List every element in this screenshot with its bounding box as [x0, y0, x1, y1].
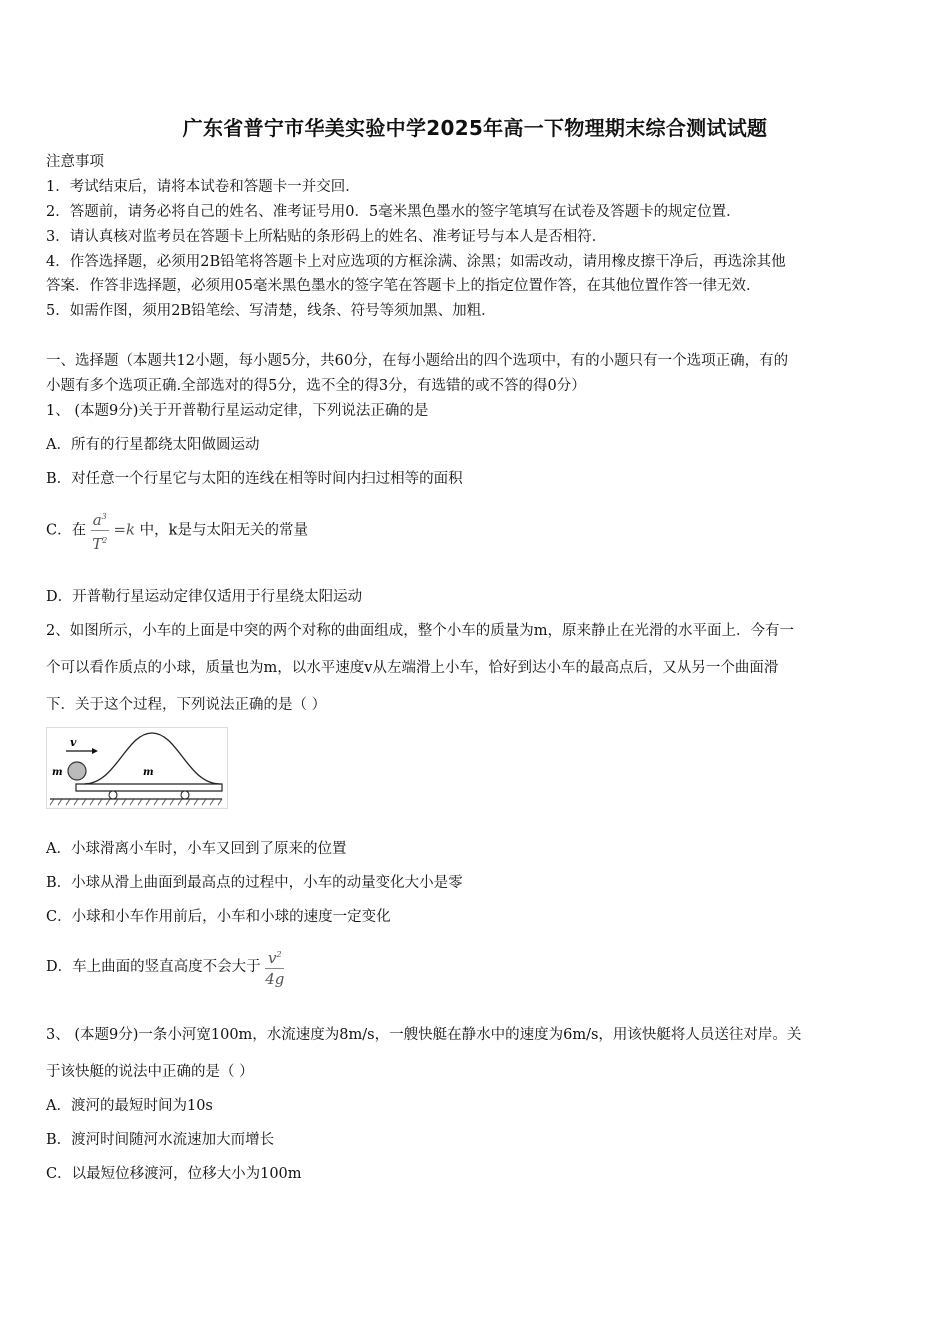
q2-option-a: A．小球滑离小车时，小车又回到了原来的位置: [46, 841, 347, 857]
cart-ball-figure: [46, 727, 228, 809]
notice-heading: 注意事项: [46, 154, 104, 170]
notice-item: 答案．作答非选择题，必须用05毫米黑色墨水的签字笔在答题卡上的指定位置作答，在其他位置作答一律无效．: [46, 278, 761, 294]
q2-option-c: C．小球和小车作用前后，小车和小球的速度一定变化: [46, 909, 391, 925]
cart-mass-label: m: [143, 767, 154, 778]
q2-option-b: B．小球从滑上曲面到最高点的过程中，小车的动量变化大小是零: [46, 875, 463, 891]
q3-stem-line1: 3、 (本题9分)一条小河宽100m，水流速度为8m/s，一艘快艇在静水中的速度为6m/s，用该快艇将人员送往对岸。关: [46, 1027, 802, 1043]
notice-item: 2．答题前，请务必将自己的姓名、准考证号用0．5毫米黑色墨水的签字笔填写在试卷及答题卡的规定位置．: [46, 204, 741, 220]
q3-option-a: A．渡河的最短时间为10s: [46, 1098, 213, 1114]
fraction-denominator: 4g: [265, 970, 285, 988]
velocity-arrowhead: [92, 748, 98, 754]
q1-option-b: B．对任意一个行星它与太阳的连线在相等时间内扫过相等的面积: [46, 471, 463, 487]
q1-option-c-prefix: C．在: [46, 522, 87, 539]
ball: [68, 762, 86, 780]
page-title: 广东省普宁市华美实验中学2025年高一下物理期末综合测试试题: [182, 116, 768, 140]
q1-option-c: [46, 508, 308, 553]
q3-option-b: B．渡河时间随河水流速加大而增长: [46, 1132, 275, 1148]
velocity-label: v: [70, 736, 77, 749]
cart-wheel: [109, 791, 117, 799]
height-fraction: $\frac{v^2}{4g}$: [265, 946, 284, 988]
fraction-denominator: T: [92, 535, 103, 553]
notice-item: 4．作答选择题，必须用2B铅笔将答题卡上对应选项的方框涂满、涂黑；如需改动，请用橡皮擦干净后，再选涂其他: [46, 254, 786, 270]
cart-body: [76, 784, 222, 791]
notice-item: 3．请认真核对监考员在答题卡上所粘贴的条形码上的姓名、准考证号与本人是否相符．: [46, 229, 607, 245]
notice-item: 1．考试结束后，请将本试卷和答题卡一并交回．: [46, 179, 360, 195]
section-heading: 一、选择题（本题共12小题，每小题5分，共60分，在每小题给出的四个选项中，有的小题只有一个选项正确，有的: [46, 353, 789, 369]
fraction-numerator: v: [268, 949, 277, 967]
q1-option-a: A．所有的行星都绕太阳做圆运动: [46, 437, 260, 453]
q2-option-d: [46, 946, 284, 988]
q3-stem-line2: 于该快艇的说法中正确的是（ ）: [46, 1064, 254, 1080]
ball-mass-label: m: [52, 767, 63, 778]
section-heading-cont: 小题有多个选项正确.全部选对的得5分，选不全的得3分，有选错的或不答的得0分）: [46, 378, 586, 394]
q2-stem-line3: 下．关于这个过程，下列说法正确的是（ ）: [46, 697, 327, 713]
q1-option-d: D．开普勒行星运动定律仅适用于行星绕太阳运动: [46, 589, 363, 605]
cart-wheel: [181, 791, 189, 799]
ground-hatching: [50, 799, 222, 805]
kepler-fraction: $\frac{a^3}{T^2}$: [91, 508, 109, 553]
q2-stem-line1: 2、如图所示，小车的上面是中突的两个对称的曲面组成，整个小车的质量为m，原来静止在光滑的水平面上．今有一: [46, 623, 794, 639]
q1-stem: 1、 (本题9分)关于开普勒行星运动定律，下列说法正确的是: [46, 403, 429, 419]
q2-option-d-prefix: D．车上曲面的竖直高度不会大于: [46, 959, 261, 975]
equals-k: =k: [113, 520, 136, 539]
fraction-numerator: a: [92, 511, 102, 529]
q3-option-c: C．以最短位移渡河，位移大小为100m: [46, 1166, 302, 1182]
q1-option-c-suffix: 中，k是与太阳无关的常量: [139, 522, 308, 539]
q2-stem-line2: 个可以看作质点的小球，质量也为m，以水平速度v从左端滑上小车，恰好到达小车的最高点后，又从另一个曲面滑: [46, 660, 779, 676]
notice-item: 5．如需作图，须用2B铅笔绘、写清楚，线条、符号等须加黑、加粗．: [46, 303, 496, 319]
